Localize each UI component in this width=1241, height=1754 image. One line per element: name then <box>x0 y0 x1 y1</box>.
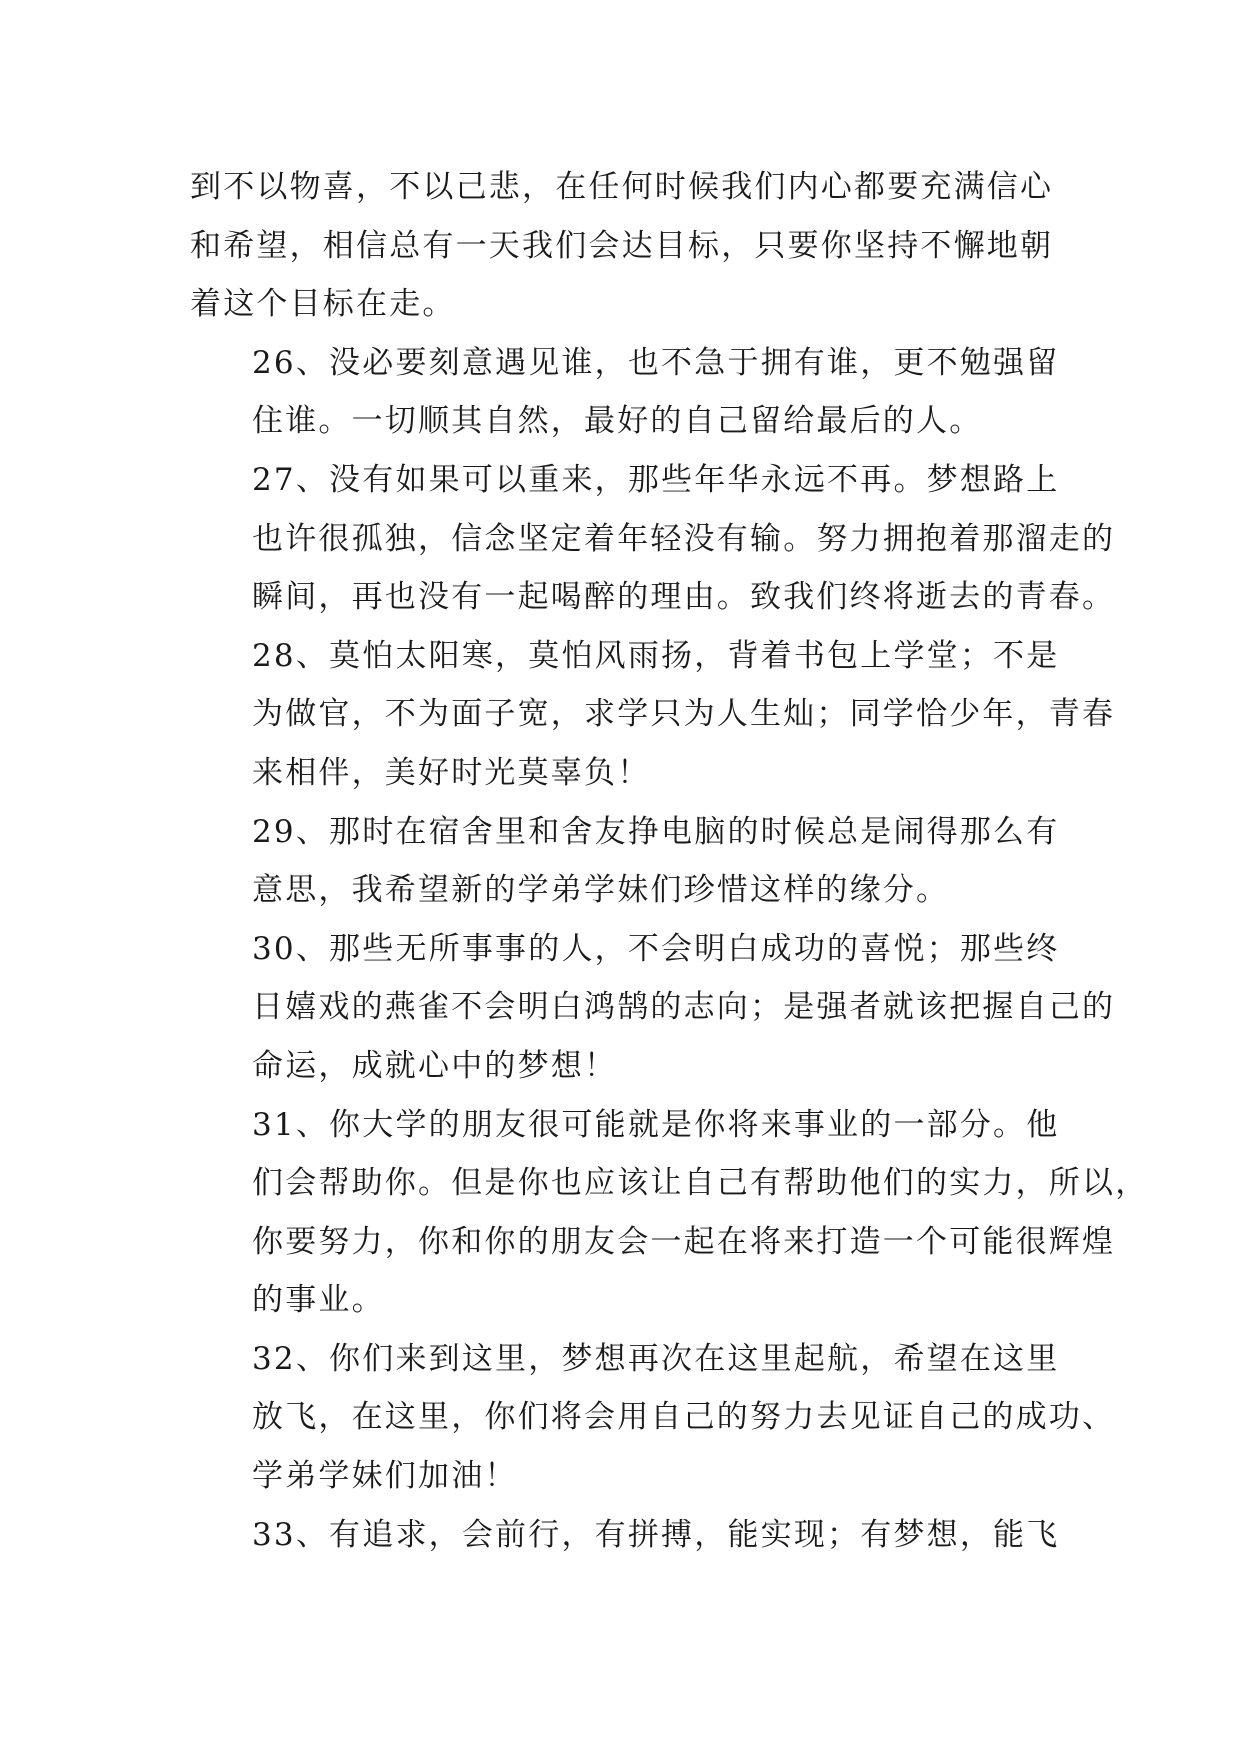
text-line: 27、没有如果可以重来，那些年华永远不再。梦想路上 <box>252 461 1060 498</box>
paragraph <box>190 1096 1149 1330</box>
paragraph <box>190 920 1116 1096</box>
document-body <box>190 158 1149 1564</box>
text-line: 为做官，不为面子宽，求学只为人生灿；同学恰少年，青春 <box>252 696 1116 733</box>
text-line: 的事业。 <box>252 1282 385 1319</box>
text-line: 日嬉戏的燕雀不会明白鸿鹄的志向；是强者就该把握自己的 <box>252 989 1116 1026</box>
text-line: 32、你们来到这里，梦想再次在这里起航，希望在这里 <box>252 1340 1060 1377</box>
text-line: 你要努力，你和你的朋友会一起在将来打造一个可能很辉煌 <box>252 1223 1116 1260</box>
paragraph <box>190 1330 1116 1506</box>
paragraph <box>190 627 1116 803</box>
text-line: 30、那些无所事事的人，不会明白成功的喜悦；那些终 <box>252 930 1060 967</box>
text-line: 学弟学妹们加油！ <box>252 1458 518 1495</box>
text-line: 31、你大学的朋友很可能就是你将来事业的一部分。他 <box>252 1106 1060 1143</box>
text-line: 着这个目标在走。 <box>190 286 456 323</box>
text-line: 28、莫怕太阳寒，莫怕风雨扬，背着书包上学堂；不是 <box>252 637 1060 674</box>
text-line: 放飞，在这里，你们将会用自己的努力去见证自己的成功、 <box>252 1399 1116 1436</box>
text-line: 33、有追求，会前行，有拼搏，能实现；有梦想，能飞 <box>252 1516 1060 1553</box>
paragraph <box>190 334 1060 451</box>
paragraph <box>190 803 1060 920</box>
text-line: 命运，成就心中的梦想！ <box>252 1047 618 1084</box>
text-line: 29、那时在宿舍里和舍友挣电脑的时候总是闹得那么有 <box>252 813 1060 850</box>
text-line: 瞬间，再也没有一起喝醉的理由。致我们终将逝去的青春。 <box>252 579 1116 616</box>
text-line: 26、没必要刻意遇见谁，也不急于拥有谁，更不勉强留 <box>252 344 1060 381</box>
text-line: 们会帮助你。但是你也应该让自己有帮助他们的实力，所以， <box>252 1165 1149 1202</box>
text-line: 和希望，相信总有一天我们会达目标，只要你坚持不懈地朝 <box>190 227 1054 264</box>
paragraph <box>190 1506 1060 1565</box>
text-line: 住谁。一切顺其自然，最好的自己留给最后的人。 <box>252 403 983 440</box>
paragraph <box>190 158 1054 334</box>
text-line: 来相伴，美好时光莫辜负！ <box>252 754 651 791</box>
text-line: 也许很孤独，信念坚定着年轻没有输。努力拥抱着那溜走的 <box>252 520 1116 557</box>
text-line: 到不以物喜，不以己悲，在任何时候我们内心都要充满信心 <box>190 169 1054 205</box>
paragraph <box>190 451 1116 627</box>
text-line: 意思，我希望新的学弟学妹们珍惜这样的缘分。 <box>252 872 950 909</box>
